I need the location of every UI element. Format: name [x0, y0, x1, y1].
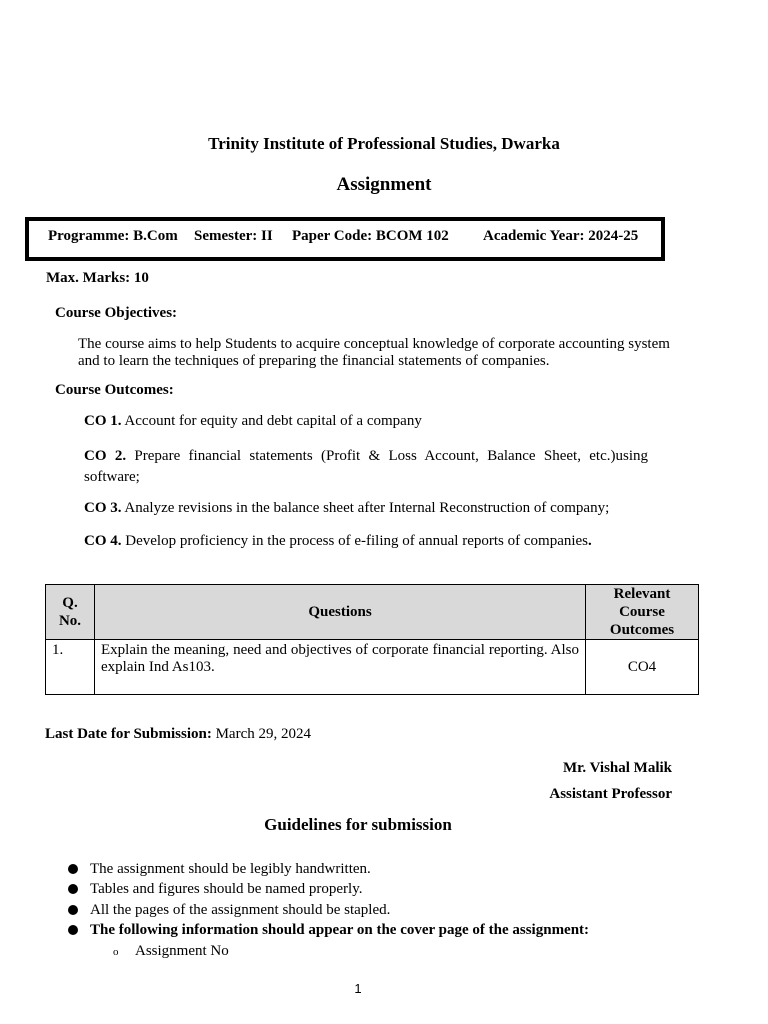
outcome-code: CO 4.	[84, 533, 122, 549]
guideline-item-1	[68, 861, 371, 878]
questions-table	[45, 584, 699, 695]
guideline-item-3	[68, 902, 390, 919]
header-outcomes: Relevant Course Outcomes	[586, 585, 699, 640]
objectives-line-2: and to learn the techniques of preparing the financial statements of companies.	[78, 353, 550, 369]
objectives-line-1: The course aims to help Students to acquire conceptual knowledge of corporate accounting system	[78, 336, 670, 352]
page-number: 1	[354, 981, 362, 996]
guideline-subitem-1	[113, 943, 229, 960]
cell-question: Explain the meaning, need and objectives of corporate financial reporting. Also explain Ind As103.	[95, 640, 586, 695]
header-qno: Q. No.	[46, 585, 95, 640]
paper-code-label: Paper Code: BCOM 102	[292, 228, 449, 244]
outcome-code: CO 2.	[84, 448, 127, 464]
signatory-designation: Assistant Professor	[549, 786, 672, 802]
outcome-end: .	[588, 533, 592, 549]
document-title: Assignment	[336, 174, 432, 195]
max-marks: Max. Marks: 10	[46, 270, 149, 286]
submission-date	[45, 726, 311, 743]
institute-name: Trinity Institute of Professional Studies, Dwarka	[208, 134, 560, 153]
outcome-text: Prepare financial statements (Profit & Loss Account, Balance Sheet, etc.)using software;	[84, 448, 649, 485]
bullet-icon	[68, 905, 78, 915]
submission-date-value: March 29, 2024	[211, 726, 311, 742]
circle-bullet-icon: o	[113, 946, 119, 958]
objectives-heading: Course Objectives:	[55, 305, 178, 321]
signatory-name: Mr. Vishal Malik	[562, 760, 672, 776]
cell-qno: 1.	[46, 640, 95, 695]
bullet-icon	[68, 884, 78, 894]
outcomes-heading: Course Outcomes:	[55, 382, 174, 398]
table-header-row	[46, 585, 699, 640]
guideline-text: The following information should appear on the cover page of the assignment:	[90, 922, 590, 938]
outcome-text: Account for equity and debt capital of a company	[121, 413, 422, 429]
submission-label: Last Date for Submission:	[45, 726, 212, 742]
outcome-text: Develop proficiency in the process of e-filing of annual reports of companies	[121, 533, 589, 549]
guideline-text: Tables and figures should be named properly.	[90, 881, 363, 897]
outcome-text: Analyze revisions in the balance sheet after Internal Reconstruction of company;	[121, 500, 610, 516]
bullet-icon	[68, 925, 78, 935]
programme-label: Programme: B.Com	[48, 228, 178, 244]
guideline-item-4	[68, 922, 589, 939]
academic-year-label: Academic Year: 2024-25	[483, 228, 639, 244]
header-questions: Questions	[95, 585, 586, 640]
outcome-item-3	[84, 500, 648, 517]
cell-outcome: CO4	[586, 640, 699, 695]
course-info-box	[25, 217, 665, 261]
guideline-text: All the pages of the assignment should be stapled.	[90, 902, 391, 918]
outcome-item-1	[84, 413, 648, 430]
guideline-item-2	[68, 881, 362, 898]
bullet-icon	[68, 864, 78, 874]
guideline-subitem-text: Assignment No	[135, 943, 229, 959]
semester-label: Semester: II	[194, 228, 273, 244]
table-row	[46, 640, 699, 695]
guidelines-heading: Guidelines for submission	[264, 815, 452, 834]
guideline-text: The assignment should be legibly handwritten.	[90, 861, 371, 877]
outcome-item-2	[84, 446, 648, 488]
outcome-item-4	[84, 533, 648, 550]
outcome-code: CO 3.	[84, 500, 122, 516]
outcome-code: CO 1.	[84, 413, 122, 429]
